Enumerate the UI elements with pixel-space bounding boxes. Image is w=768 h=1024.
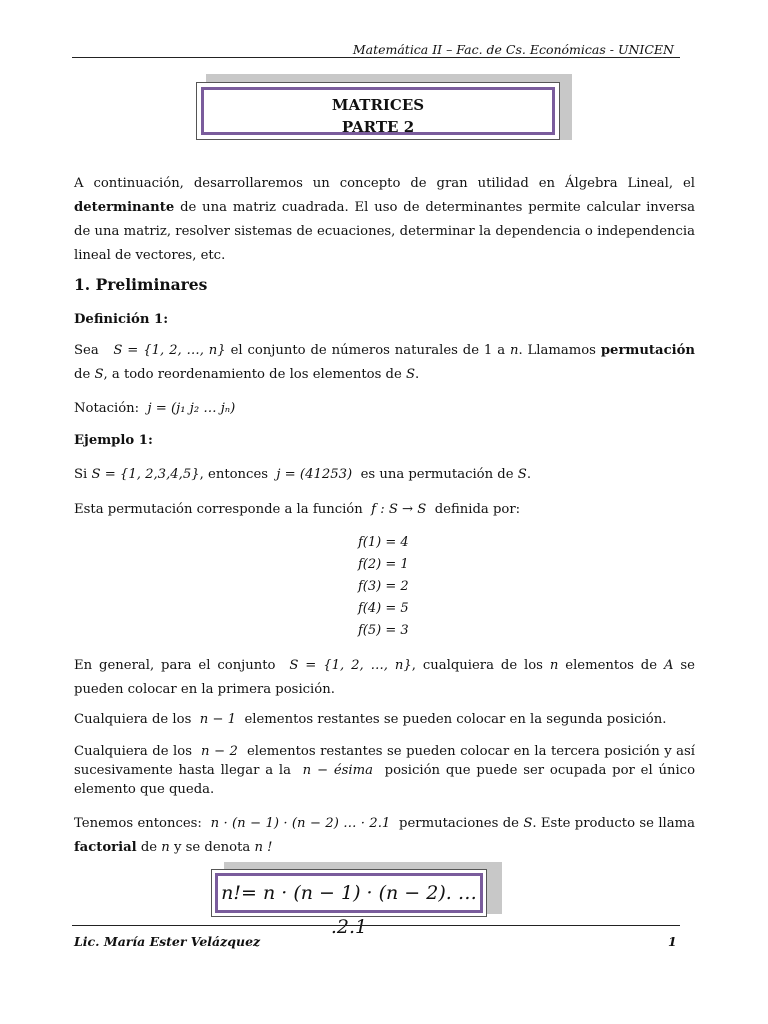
factorial-text-2: permutaciones de bbox=[399, 816, 519, 831]
example-end: . bbox=[526, 467, 532, 482]
remaining1-text-1: Cualquiera de los bbox=[74, 712, 192, 727]
title-frame bbox=[201, 87, 555, 135]
title-line-1: MATRICES bbox=[331, 96, 425, 114]
example-text: es una permutación de bbox=[360, 467, 514, 482]
example-S: S bbox=[517, 467, 527, 482]
definition-paragraph bbox=[74, 339, 695, 387]
factorial-formula: n · (n − 1) · (n − 2) … · 2.1 bbox=[210, 816, 391, 831]
example-perm-formula: j = (41253) bbox=[276, 467, 353, 482]
function-value: f(2) = 1 bbox=[358, 557, 409, 572]
page-header: Matemática II – Fac. de Cs. Económicas - UNICEN bbox=[352, 42, 674, 57]
remaining2-text-3: posición que puede ser ocupada por el único elemento que queda. bbox=[74, 763, 696, 797]
function-values bbox=[358, 532, 409, 642]
function-line bbox=[74, 498, 695, 522]
remaining2-formula: n − 2 bbox=[201, 744, 238, 759]
factorial-paragraph bbox=[74, 812, 695, 860]
remaining1-formula: n − 1 bbox=[199, 712, 237, 727]
def-S2: S bbox=[405, 367, 416, 382]
intro-text-2: de una matriz cuadrada. El uso de determinantes permite calcular inversa de una matriz, resolver sistemas de ecuaciones, determinar la dependencia o independencia lineal de vectores, etc. bbox=[74, 200, 695, 263]
footer-author: Lic. María Ester Velázquez bbox=[74, 934, 261, 949]
function-formula: f : S → S bbox=[371, 502, 427, 517]
def-S: S bbox=[94, 367, 104, 382]
def-text-3: de bbox=[74, 367, 95, 382]
general-A: A bbox=[663, 658, 674, 673]
def-sea: Sea bbox=[74, 343, 99, 358]
general-paragraph bbox=[74, 654, 695, 702]
function-value: f(5) = 3 bbox=[358, 623, 409, 638]
factorial-notation: n ! bbox=[254, 840, 273, 855]
remaining2-formula-2: n − ésima bbox=[302, 763, 373, 778]
factorial-box-formula: n!= n · (n − 1) · (n − 2). … .2.1 bbox=[215, 873, 483, 913]
factorial-text-5: y se denota bbox=[169, 840, 255, 855]
function-text-2: definida por: bbox=[434, 502, 521, 517]
remaining2-text-2: elementos restantes se pueden colocar en la tercera posición y así sucesivamente hasta llegar a la bbox=[74, 744, 695, 778]
general-text-1: En general, para el conjunto bbox=[74, 658, 276, 673]
definition-heading: Definición 1: bbox=[74, 312, 169, 327]
general-text-4: se pueden colocar en la primera posición. bbox=[74, 658, 695, 697]
function-value: f(1) = 4 bbox=[358, 535, 409, 550]
example-si: Si bbox=[74, 467, 88, 482]
remaining1-text-2: elementos restantes se pueden colocar en la segunda posición. bbox=[244, 712, 667, 727]
def-set-formula: S = {1, 2, …, n} bbox=[113, 343, 226, 358]
example-set-formula: S = {1, 2,3,4,5} bbox=[91, 467, 200, 482]
factorial-box bbox=[211, 869, 487, 938]
factorial-text-3: . Este producto se llama bbox=[532, 816, 695, 831]
intro-bold-term: determinante bbox=[74, 200, 175, 215]
factorial-text-4: de bbox=[136, 840, 162, 855]
general-set-formula: S = {1, 2, …, n} bbox=[289, 658, 412, 673]
title-box bbox=[196, 82, 560, 140]
notation-label: Notación: bbox=[74, 401, 140, 416]
def-text-2: . Llamamos bbox=[518, 343, 601, 358]
def-text-1: el conjunto de números naturales de 1 a bbox=[225, 343, 510, 358]
general-n: n bbox=[549, 658, 559, 673]
example-entonces: , entonces bbox=[199, 467, 269, 482]
function-value: f(3) = 2 bbox=[358, 579, 409, 594]
factorial-text-1: Tenemos entonces: bbox=[74, 816, 202, 831]
def-end: . bbox=[415, 367, 420, 382]
footer-rule bbox=[72, 925, 680, 926]
factorial-n: n bbox=[161, 840, 170, 855]
example-heading: Ejemplo 1: bbox=[74, 433, 153, 448]
factorial-bold-term: factorial bbox=[74, 840, 137, 855]
title-line-2: PARTE 2 bbox=[341, 118, 415, 136]
remaining-paragraph-1 bbox=[74, 708, 695, 732]
def-bold-term: permutación bbox=[600, 343, 695, 358]
intro-text-1: A continuación, desarrollaremos un concepto de gran utilidad en Álgebra Lineal, el bbox=[74, 176, 695, 191]
notation-formula: j = (j₁ j₂ … jₙ) bbox=[147, 401, 236, 416]
factorial-S: S bbox=[523, 816, 533, 831]
function-text-1: Esta permutación corresponde a la función bbox=[74, 502, 363, 517]
intro-paragraph bbox=[74, 172, 695, 268]
page-number: 1 bbox=[668, 934, 677, 949]
def-n: n bbox=[509, 343, 519, 358]
notation-line bbox=[74, 397, 695, 421]
def-text-4: , a todo reordenamiento de los elementos de bbox=[103, 367, 406, 382]
remaining2-text-1: Cualquiera de los bbox=[74, 744, 192, 759]
header-rule bbox=[72, 57, 680, 58]
function-value: f(4) = 5 bbox=[358, 601, 409, 616]
general-text-2: , cualquiera de los bbox=[411, 658, 550, 673]
example-line bbox=[74, 463, 695, 487]
remaining-paragraph-2 bbox=[74, 742, 695, 799]
general-text-3: elementos de bbox=[558, 658, 664, 673]
section-heading: 1. Preliminares bbox=[74, 275, 208, 294]
